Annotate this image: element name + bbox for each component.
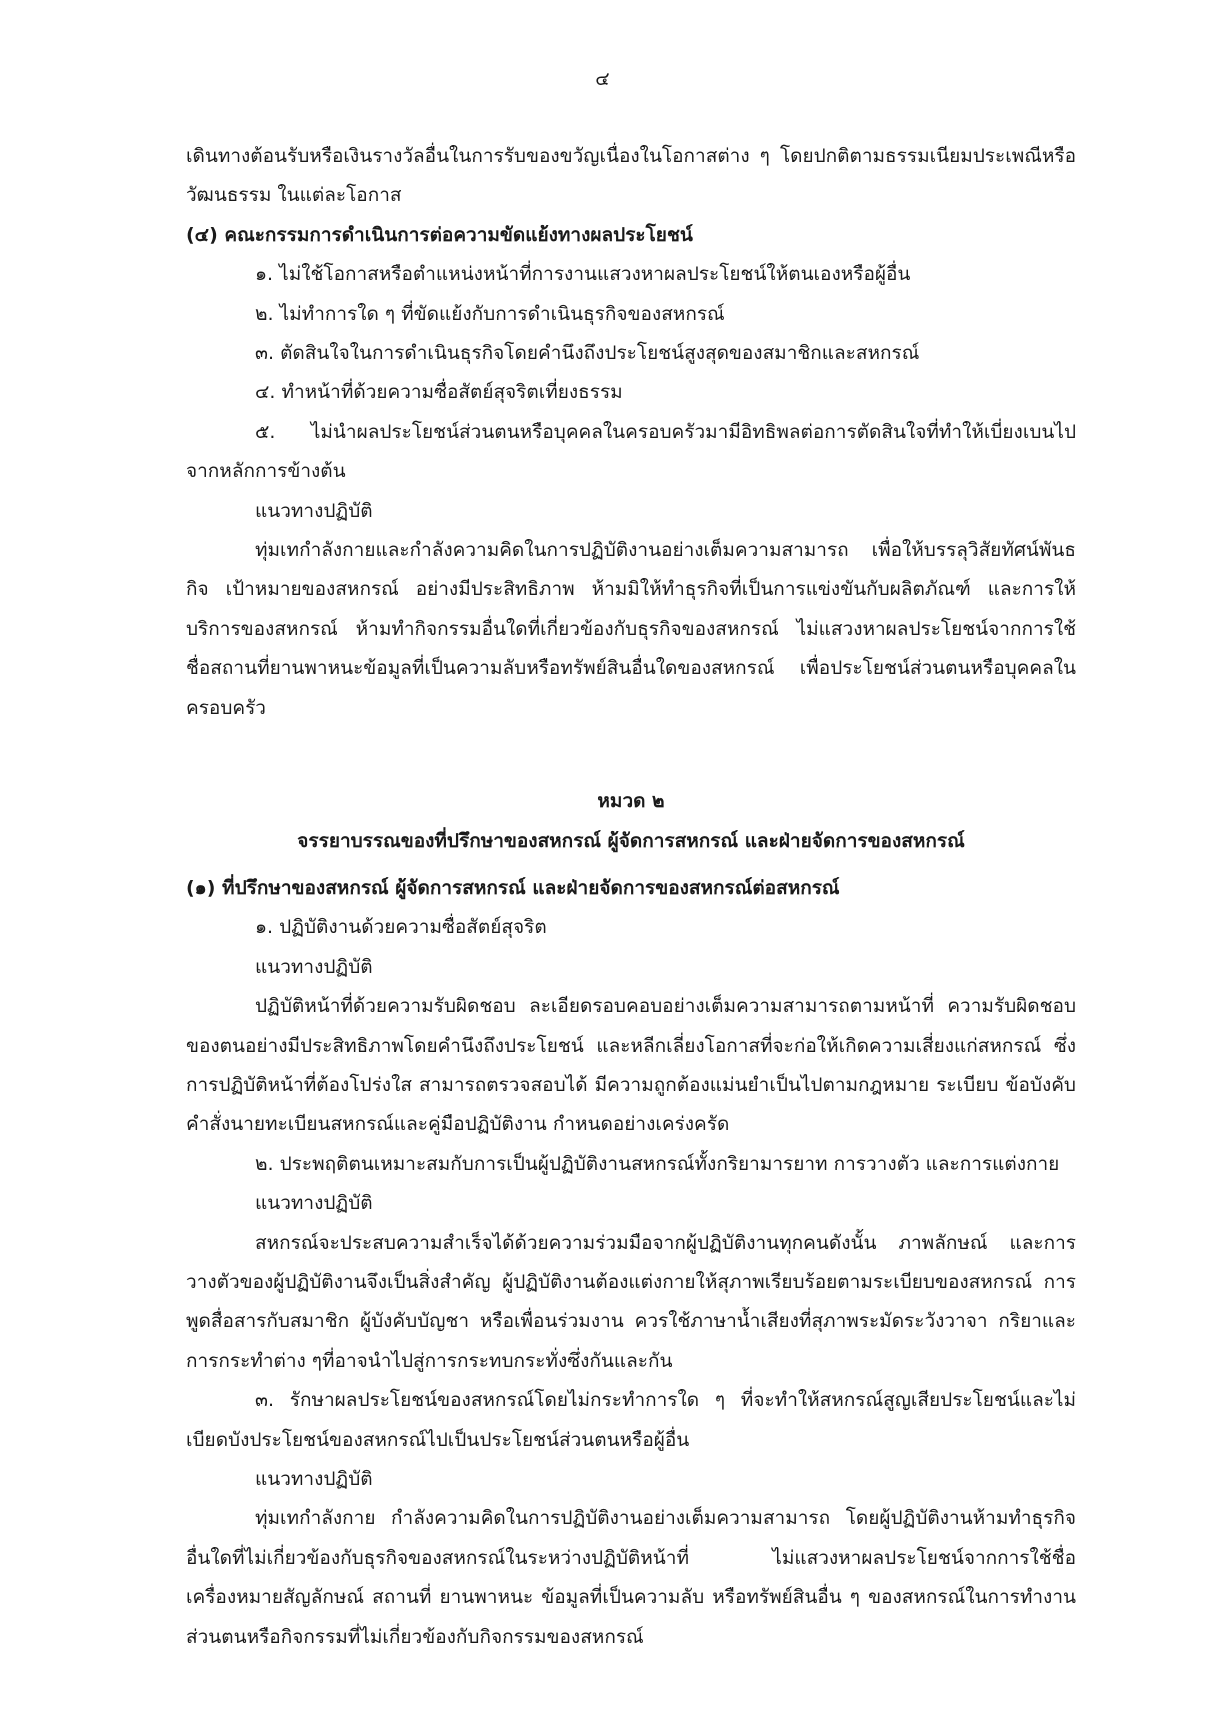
section-heading-1: (๑) ที่ปรึกษาของสหกรณ์ ผู้จัดการสหกรณ์ และฝ่ายจัดการของสหกรณ์ต่อสหกรณ์ (186, 876, 840, 899)
guideline-text: ทุ่มเทกำลังกายและกำลังความคิดในการปฏิบัติงานอย่างเต็มความสามารถ เพื่อให้บรรลุวิสัยทัศน์พันธกิจ เป้าหมายของสหกรณ์ อย่างมีประสิทธิภาพ ห้ามมิให้ทำธุรกิจที่เป็นการแข่งขันกับผลิตภัณฑ์ และการให้บริการของสหกรณ์ ห้ามทำกิจกรรมอื่นใดที่เกี่ยวข้องกับธุรกิจของสหกรณ์ ไม่แสวงหาผลประโยชน์จากการใช้ชื่อสถานที่ยานพาหนะข้อมูลที่เป็นความลับหรือทรัพย์สินอื่นใดของสหกรณ์ เพื่อประโยชน์ส่วนตนหรือบุคคลในครอบครัว (186, 539, 1076, 719)
list-item: ๒. ประพฤติตนเหมาะสมกับการเป็นผู้ปฏิบัติงานสหกรณ์ทั้งกริยามารยาท การวางตัว และการแต่งกาย (255, 1152, 1060, 1175)
section-gap (186, 728, 1076, 782)
chapter-title: หมวด ๒ (597, 790, 665, 813)
section-heading-4: (๔) คณะกรรมการดำเนินการต่อความขัดแย้งทางผลประโยชน์ (186, 223, 693, 246)
list-item: ๑. ไม่ใช้โอกาสหรือตำแหน่งหน้าที่การงานแสวงหาผลประโยชน์ให้ตนเองหรือผู้อื่น (255, 263, 911, 286)
list-item: ๒. ไม่ทำการใด ๆ ที่ขัดแย้งกับการดำเนินธุรกิจของสหกรณ์ (255, 302, 725, 325)
guideline-text: ปฏิบัติหน้าที่ด้วยความรับผิดชอบ ละเอียดรอบคอบอย่างเต็มความสามารถตามหน้าที่ ความรับผิดชอบของตนอย่างมีประสิทธิภาพโดยคำนึงถึงประโยชน์ และหลีกเลี่ยงโอกาสที่จะก่อให้เกิดความเสี่ยงแก่สหกรณ์ ซึ่งการปฏิบัติหน้าที่ต้องโปร่งใส สามารถตรวจสอบได้ มีความถูกต้องแม่นยำเป็นไปตามกฎหมาย ระเบียบ ข้อบังคับ คำสั่งนายทะเบียนสหกรณ์และคู่มือปฏิบัติงาน กำหนดอย่างเคร่งครัด (186, 995, 1076, 1136)
section-gap (186, 861, 1076, 869)
guideline-label: แนวทางปฏิบัติ (255, 1192, 373, 1215)
guideline-label: แนวทางปฏิบัติ (255, 1468, 373, 1490)
paragraph-intro: เดินทางต้อนรับหรือเงินรางวัลอื่นในการรับของขวัญเนื่องในโอกาสต่าง ๆ โดยปกติตามธรรมเนียมประเพณีหรือวัฒนธรรม ในแต่ละโอกาส (186, 145, 1076, 207)
guideline-label: แนวทางปฏิบัติ (255, 955, 373, 978)
list-item: ๓. ตัดสินใจในการดำเนินธุรกิจโดยคำนึงถึงประโยชน์สูงสุดของสมาชิกและสหกรณ์ (255, 342, 920, 365)
list-item: ๕. ไม่นำผลประโยชน์ส่วนตนหรือบุคคลในครอบครัวมามีอิทธิพลต่อการตัดสินใจที่ทำให้เบี่ยงเบนไปจากหลักการข้างต้น (186, 420, 1076, 483)
chapter-subtitle: จรรยาบรรณของที่ปรึกษาของสหกรณ์ ผู้จัดการสหกรณ์ และฝ่ายจัดการของสหกรณ์ (297, 829, 965, 852)
list-item: ๑. ปฏิบัติงานด้วยความซื่อสัตย์สุจริต (255, 916, 547, 939)
list-item: ๓. รักษาผลประโยชน์ของสหกรณ์โดยไม่กระทำการใด ๆ ที่จะทำให้สหกรณ์สูญเสียประโยชน์และไม่เบียดบังประโยชน์ของสหกรณ์ไปเป็นประโยชน์ส่วนตนหรือผู้อื่น (186, 1389, 1076, 1451)
list-item: ๔. ทำหน้าที่ด้วยความซื่อสัตย์สุจริตเที่ยงธรรม (255, 381, 623, 404)
guideline-label: แนวทางปฏิบัติ (255, 499, 373, 522)
page-number: ๔ (595, 68, 610, 90)
guideline-text: ทุ่มเทกำลังกาย กำลังความคิดในการปฏิบัติงานอย่างเต็มความสามารถ โดยผู้ปฏิบัติงานห้ามทำธุรกิจอื่นใดที่ไม่เกี่ยวข้องกับธุรกิจของสหกรณ์ในระหว่างปฏิบัติหน้าที่ ไม่แสวงหาผลประโยชน์จากการใช้ชื่อ เครื่องหมายสัญลักษณ์ สถานที่ ยานพาหนะ ข้อมูลที่เป็นความลับ หรือทรัพย์สินอื่น ๆ ของสหกรณ์ในการทำงานส่วนตนหรือกิจกรรมที่ไม่เกี่ยวข้องกับกิจกรรมของสหกรณ์ (186, 1507, 1076, 1648)
guideline-text: สหกรณ์จะประสบความสำเร็จได้ด้วยความร่วมมือจากผู้ปฏิบัติงานทุกคนดังนั้น ภาพลักษณ์ และการวางตัวของผู้ปฏิบัติงานจึงเป็นสิ่งสำคัญ ผู้ปฏิบัติงานต้องแต่งกายให้สุภาพเรียบร้อยตามระเบียบของสหกรณ์ การพูดสื่อสารกับสมาชิก ผู้บังคับบัญชา หรือเพื่อนร่วมงาน ควรใช้ภาษาน้ำเสียงที่สุภาพระมัดระวังวาจา กริยาและการกระทำต่าง ๆที่อาจนำไปสู่การกระทบกระทั่งซึ่งกันและกัน (186, 1231, 1076, 1372)
document-body (186, 137, 1076, 1657)
